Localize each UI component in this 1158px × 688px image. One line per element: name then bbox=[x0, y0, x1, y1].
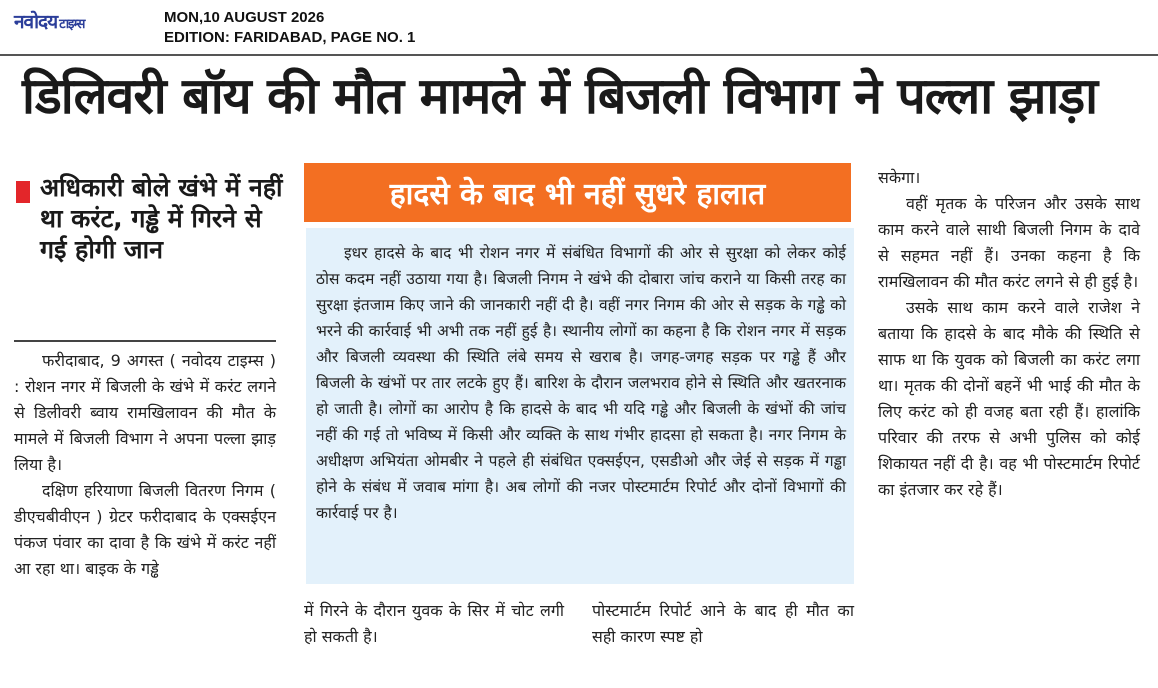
paragraph: दक्षिण हरियाणा बिजली वितरण निगम ( डीएचबीवीएन ) ग्रेटर फरीदाबाद के एक्सईएन पंकज पंवार का दावा है कि खंभे में करंट नहीं आ रहा था। बाइक के गड्ढे bbox=[14, 481, 276, 578]
issue-date: MON,10 AUGUST 2026 bbox=[164, 9, 325, 26]
newspaper-logo bbox=[14, 8, 84, 34]
logo-main: नवोदय bbox=[14, 11, 58, 33]
column-1 bbox=[14, 348, 276, 582]
dateline bbox=[164, 8, 415, 48]
kicker-box bbox=[304, 163, 851, 222]
paragraph: पोस्टमार्टम रिपोर्ट आने के बाद ही मौत का सही कारण स्पष्ट हो bbox=[592, 601, 854, 646]
column-3 bbox=[592, 598, 854, 650]
paragraph: उसके साथ काम करने वाले राजेश ने बताया कि हादसे के बाद मौके की स्थिति से साफ था कि युवक को बिजली का करंट लगा था। मृतक की दोनों बहनें भी भाई की मौत के लिए करंट को ही वजह बता रही हैं। हालांकि परिवार की तरफ से अभी पुलिस को कोई शिकायत नहीं दी है। वह भी पोस्टमार्टम रिपोर्ट का इंतजार कर रहे हैं। bbox=[878, 298, 1140, 499]
paragraph: सकेगा। bbox=[878, 168, 921, 187]
column-4 bbox=[878, 165, 1140, 503]
paragraph: इधर हादसे के बाद भी रोशन नगर में संबंधित विभागों की ओर से सुरक्षा को लेकर कोई ठोस कदम नहीं उठाया गया है। बिजली निगम ने खंभे की दोबारा जांच कराने या किसी तरह का सुरक्षा इंतजाम किए जाने की जानकारी नहीं दी है। वहीं नगर निगम की ओर से सड़क के गड्ढे को भरने की कार्रवाई भी अभी तक नहीं हुई है। स्थानीय लोगों का कहना है कि रोशन नगर में सड़क और बिजली व्यवस्था की स्थिति लंबे समय से खराब है। जगह-जगह सड़क पर गड्ढे हैं और बिजली के खंभों पर तार लटके हुए हैं। बारिश के दौरान जलभराव होने से स्थिति और खतरनाक हो जाती है। लोगों का आरोप है कि हादसे के बाद भी यदि गड्ढे और बिजली के खंभों की जांच नहीं की गई तो भविष्य में किसी और व्यक्ति के साथ गंभीर हादसा हो सकता है। नगर निगम के अधीक्षण अभियंता ओमबीर ने पहले ही संबंधित एक्सईएन, एसडीओ और जेई से सड़क में गड्ढा होने के संबंध में जवाब मांगा है। अब लोगों की नजर पोस्टमार्टम रिपोर्ट और दोनों विभागों की कार्रवाई पर है। bbox=[316, 244, 846, 522]
subhead-marker-icon bbox=[16, 181, 30, 203]
column-2 bbox=[304, 598, 564, 650]
edition-info: EDITION: FARIDABAD, PAGE NO. 1 bbox=[164, 29, 416, 46]
headline: डिलिवरी बॉय की मौत मामले में बिजली विभाग ने पल्ला झाड़ा bbox=[22, 67, 1098, 125]
logo-sub: टाइम्स bbox=[59, 17, 85, 32]
paragraph: में गिरने के दौरान युवक के सिर में चोट लगी हो सकती है। bbox=[304, 601, 564, 646]
subhead: अधिकारी बोले खंभे में नहीं था करंट, गड्ढे में गिरने से गई होगी जान bbox=[40, 173, 283, 264]
paragraph: वहीं मृतक के परिजन और उसके साथ काम करने वाले साथी बिजली निगम के दावे से सहमत नहीं हैं। उनका कहना है कि रामखिलावन की मौत करंट लगने से ही हुई है। bbox=[878, 194, 1140, 291]
highlight-panel-text bbox=[316, 240, 846, 526]
header-divider bbox=[0, 54, 1158, 56]
kicker-title: हादसे के बाद भी नहीं सुधरे हालात bbox=[389, 177, 766, 212]
paragraph: फरीदाबाद, 9 अगस्त ( नवोदय टाइम्स ) : रोशन नगर में बिजली के खंभे में करंट लगने से डिलीवरी ब्वाय रामखिलावन की मौत के मामले में बिजली विभाग ने अपना पल्ला झाड़ लिया है। bbox=[14, 351, 276, 474]
subhead-divider bbox=[14, 340, 276, 342]
